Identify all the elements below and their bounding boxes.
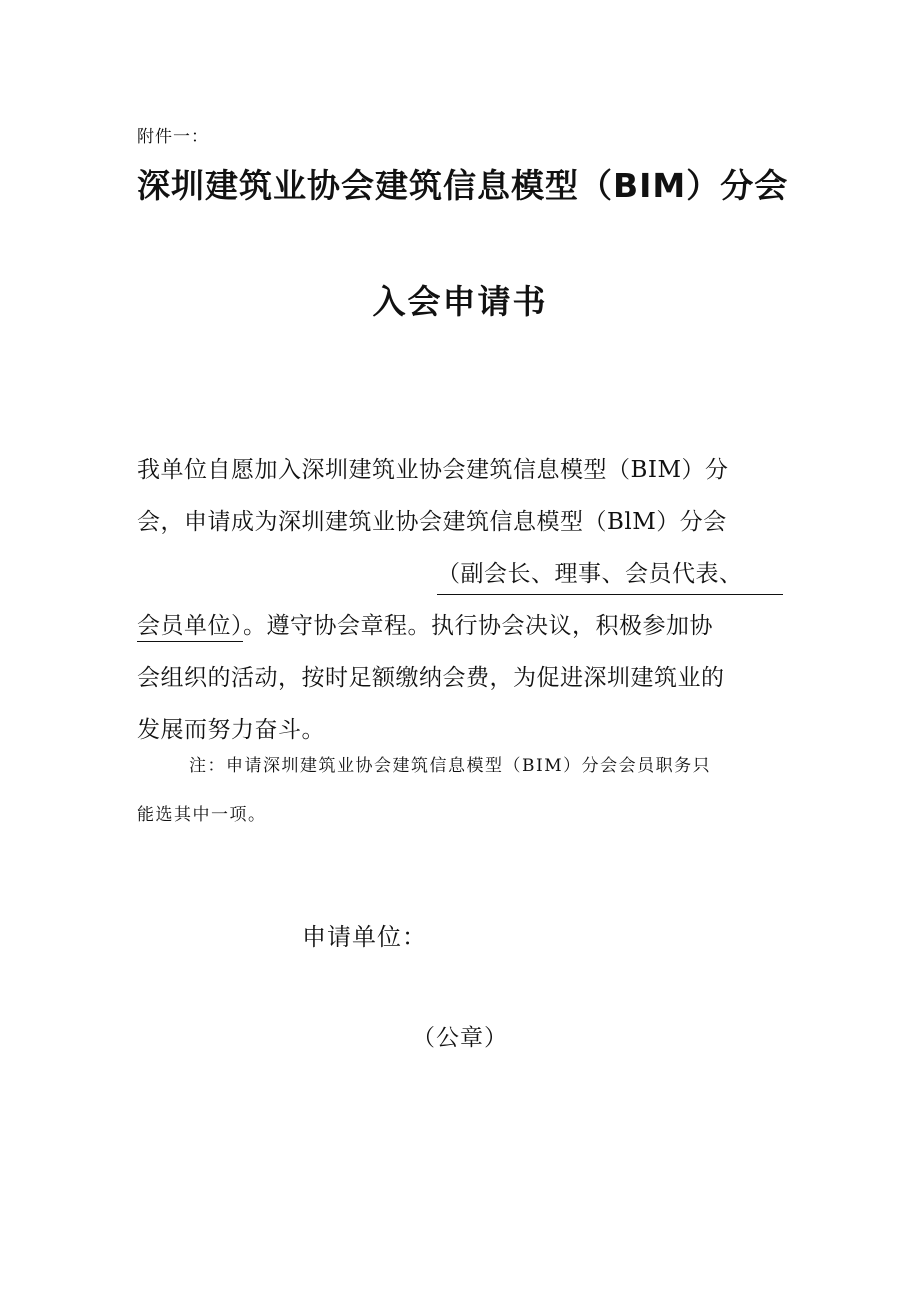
seal-label: （公章） [412, 1025, 508, 1051]
body-line-1-text: 我单位自愿加入深圳建筑业协会建筑信息模型（BIM）分 [137, 457, 729, 483]
membership-options-text: （副会长、理事、会员代表、 [437, 561, 743, 587]
applicant-label: 申请单位： [302, 923, 427, 951]
document-title: 深圳建筑业协会建筑信息模型（BIM）分会 [137, 166, 789, 205]
note-line-1: 注：申请深圳建筑业协会建筑信息模型（BIM）分会会员职务只 [189, 756, 712, 776]
body-line-6 [137, 704, 785, 756]
body-line-5 [137, 652, 785, 704]
body-line-2-text: 会，申请成为深圳建筑业协会建筑信息模型（BlM）分会 [137, 509, 727, 535]
body-line-4-text: 。遵守协会章程。执行协会决议，积极参加协 [243, 613, 713, 639]
body-line-4 [137, 600, 785, 652]
body-line-1 [137, 444, 785, 496]
body-line-5-text: 会组织的活动，按时足额缴纳会费，为促进深圳建筑业的 [137, 665, 725, 691]
note-line-2: 能选其中一项。 [137, 805, 267, 825]
body-line-2 [137, 496, 785, 548]
attachment-label: 附件一： [137, 127, 209, 147]
document-subtitle: 入会申请书 [372, 282, 548, 321]
body-line-6-text: 发展而努力奋斗。 [137, 717, 325, 743]
membership-options-end: 会员单位） [137, 613, 243, 642]
membership-options-blank[interactable] [437, 554, 783, 595]
